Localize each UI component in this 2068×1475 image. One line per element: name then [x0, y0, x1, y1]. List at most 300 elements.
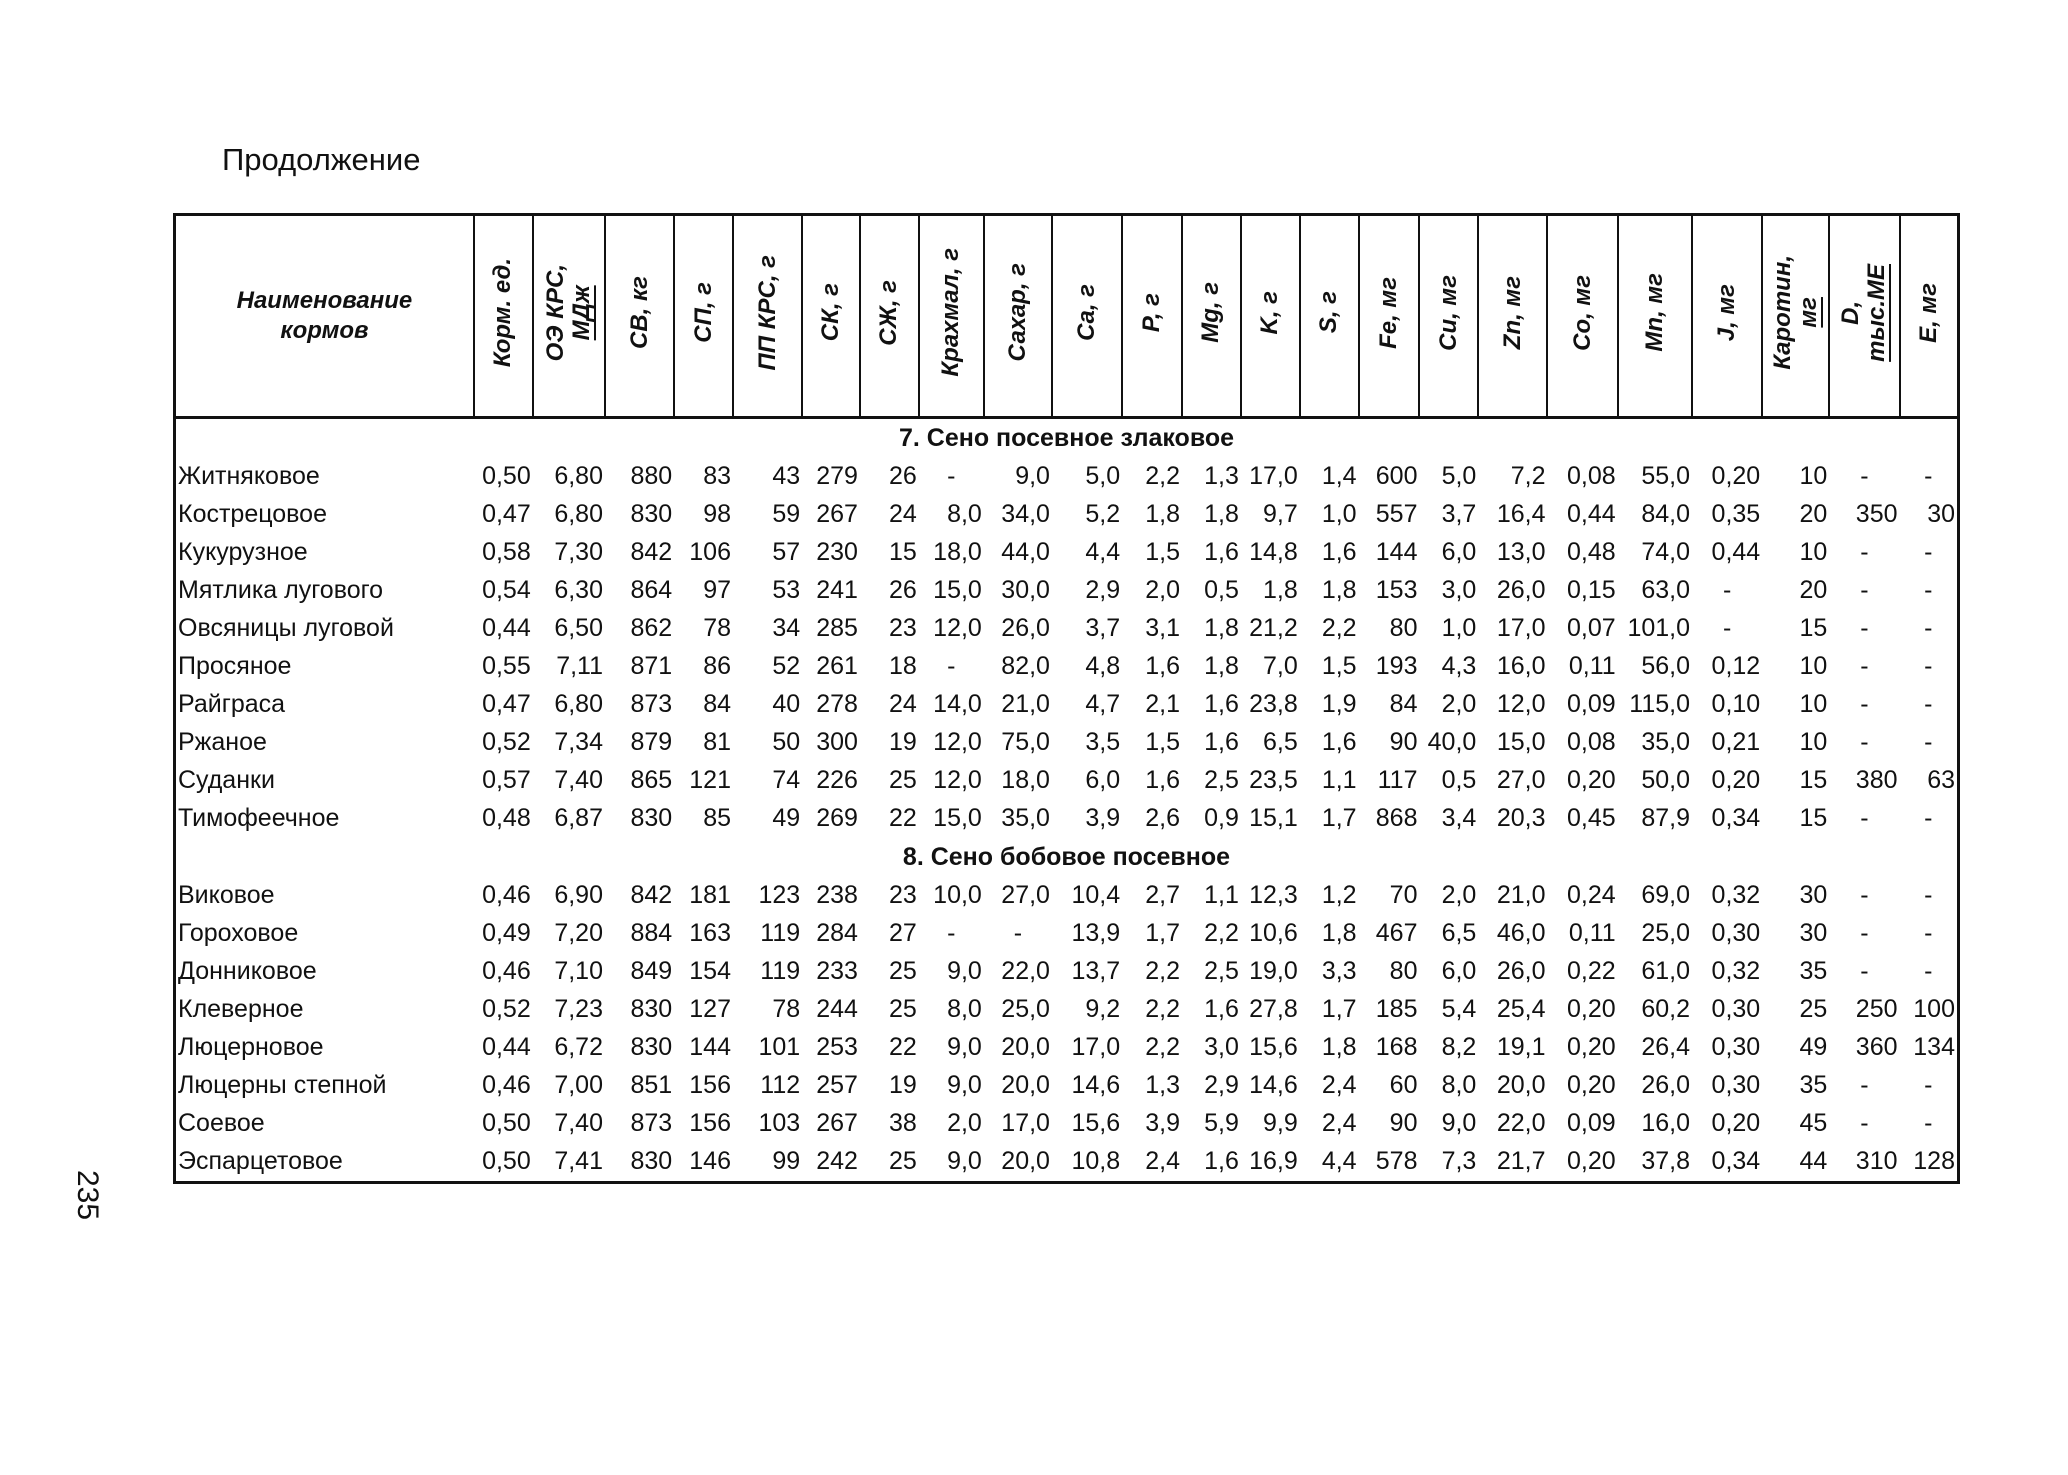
value-cell: 230 [816, 537, 858, 566]
feed-name-cell: Гороховое [178, 918, 299, 947]
value-cell: 830 [630, 994, 673, 1023]
feed-name-cell: Виковое [178, 880, 275, 909]
value-cell: 103 [758, 1109, 801, 1138]
value-cell: 115,0 [1629, 690, 1691, 719]
feed-name-cell: Эспарцетовое [178, 1147, 343, 1176]
value-cell: 25 [889, 1147, 917, 1176]
value-cell: 868 [1375, 804, 1418, 833]
value-cell: 12,0 [933, 728, 982, 757]
column-header-line: Ca, г [1073, 284, 1101, 341]
value-cell: 284 [816, 918, 858, 947]
value-cell: 0,11 [1568, 918, 1616, 947]
value-cell: 63 [1927, 766, 1955, 795]
column-header [1900, 215, 1959, 418]
value-cell: 7,41 [554, 1147, 603, 1176]
value-cell: 24 [889, 690, 917, 719]
value-cell: 17,0 [1496, 614, 1546, 643]
value-cell: - [1924, 956, 1933, 985]
value-cell: 6,30 [554, 575, 603, 604]
value-cell: 0,52 [482, 728, 531, 757]
column-header-line: E, мг [1914, 282, 1942, 343]
feed-name-cell: Просяное [178, 652, 292, 681]
section-title: 7. Сено посевное злаковое [898, 423, 1235, 452]
value-cell: 6,80 [554, 461, 603, 490]
value-cell: 20,3 [1496, 804, 1546, 833]
value-cell: 0,47 [482, 690, 531, 719]
column-header-line: J, мг [1713, 283, 1741, 342]
value-cell: 16,9 [1249, 1147, 1298, 1176]
value-cell: 0,34 [1711, 1147, 1761, 1176]
value-cell: 19,1 [1496, 1033, 1546, 1062]
value-cell: 849 [630, 956, 673, 985]
value-cell: 233 [816, 956, 858, 985]
column-header-label [691, 282, 717, 343]
value-cell: 862 [630, 614, 673, 643]
value-cell: 2,0 [947, 1109, 982, 1138]
value-cell: 2,4 [1145, 1147, 1181, 1176]
value-cell: 2,2 [1321, 614, 1357, 643]
section-title: 8. Сено бобовое посевное [902, 842, 1231, 871]
header-feed-name-line2: кормов [280, 317, 369, 344]
value-cell: 153 [1375, 575, 1418, 604]
value-cell: 8,0 [947, 994, 982, 1023]
table-row [175, 571, 1959, 609]
value-cell: 880 [630, 461, 673, 490]
value-cell: 46,0 [1496, 918, 1546, 947]
value-cell: 0,44 [482, 614, 531, 643]
column-header [733, 215, 802, 418]
value-cell: 0,20 [1567, 994, 1616, 1023]
table-row [175, 686, 1959, 724]
column-header [919, 215, 984, 418]
value-cell: - [1924, 918, 1933, 947]
table-body [175, 418, 1959, 1183]
value-cell: 14,6 [1249, 1071, 1298, 1100]
value-cell: 20,0 [1496, 1071, 1546, 1100]
value-cell: 25 [889, 994, 917, 1023]
value-cell: 0,45 [1567, 804, 1616, 833]
value-cell: 26 [889, 575, 917, 604]
value-cell: 250 [1855, 994, 1898, 1023]
value-cell: 0,30 [1711, 1071, 1761, 1100]
table-row [175, 1067, 1959, 1105]
value-cell: 1,6 [1145, 652, 1181, 681]
column-header-line: ОЭ КРС, [541, 263, 569, 362]
value-cell: 7,11 [556, 652, 603, 681]
value-cell: 101,0 [1627, 614, 1691, 643]
value-cell: 49 [1799, 1033, 1828, 1062]
value-cell: 1,6 [1204, 537, 1239, 566]
value-cell: 0,20 [1567, 1147, 1616, 1176]
value-cell: 2,4 [1321, 1071, 1357, 1100]
value-cell: 0,10 [1711, 690, 1761, 719]
value-cell: 830 [630, 1147, 673, 1176]
section-row [175, 838, 1959, 876]
value-cell: 1,6 [1204, 728, 1239, 757]
value-cell: 156 [689, 1071, 731, 1100]
value-cell: 15,6 [1249, 1033, 1298, 1062]
value-cell: 19 [889, 1071, 917, 1100]
value-cell: 2,9 [1085, 575, 1121, 604]
value-cell: 78 [772, 994, 801, 1023]
value-cell: 842 [630, 880, 673, 909]
feed-name-cell: Кострецовое [178, 499, 327, 528]
column-header-line: ПП КРС, г [753, 254, 781, 371]
value-cell: 154 [689, 956, 731, 985]
value-cell: 0,49 [482, 918, 531, 947]
value-cell: 10,6 [1249, 918, 1298, 947]
value-cell: 1,1 [1204, 880, 1239, 909]
value-cell: 6,0 [1441, 956, 1477, 985]
table-row [175, 609, 1959, 647]
value-cell: 0,08 [1567, 461, 1616, 490]
value-cell: - [1924, 575, 1933, 604]
value-cell: 871 [630, 652, 673, 681]
value-cell: 19 [889, 728, 917, 757]
column-header-label [1074, 284, 1100, 341]
value-cell: 0,44 [1567, 499, 1616, 528]
value-cell: 0,54 [482, 575, 531, 604]
page-number: 235 [71, 1170, 104, 1221]
value-cell: - [1860, 918, 1869, 947]
value-cell: 156 [689, 1109, 731, 1138]
value-cell: 13,9 [1071, 918, 1121, 947]
column-header-line: СК, г [817, 283, 845, 342]
value-cell: 0,46 [482, 1071, 531, 1100]
value-cell: 0,20 [1711, 766, 1761, 795]
value-cell: 1,9 [1321, 690, 1357, 719]
value-cell: 0,11 [1568, 652, 1616, 681]
value-cell: 15 [1799, 766, 1828, 795]
value-cell: 0,32 [1711, 956, 1761, 985]
value-cell: 2,2 [1145, 956, 1181, 985]
value-cell: 50,0 [1641, 766, 1691, 795]
value-cell: 830 [630, 804, 673, 833]
value-cell: 1,3 [1204, 461, 1239, 490]
value-cell: 0,09 [1567, 1109, 1616, 1138]
value-cell: 310 [1855, 1147, 1898, 1176]
value-cell: 0,52 [482, 994, 531, 1023]
column-header-line: Сахар, г [1003, 263, 1031, 362]
value-cell: 10,0 [933, 880, 982, 909]
value-cell: 13,0 [1496, 537, 1546, 566]
column-header-line: Zn, мг [1498, 275, 1526, 350]
value-cell: 7,40 [554, 766, 603, 795]
value-cell: - [1860, 690, 1869, 719]
feed-name-cell: Овсяницы луговой [178, 614, 394, 643]
table-row [175, 800, 1959, 838]
value-cell: 17,0 [1071, 1033, 1121, 1062]
page-caption: Продолжение [222, 142, 421, 177]
value-cell: - [1860, 461, 1869, 490]
table-row [175, 648, 1959, 686]
value-cell: 873 [630, 690, 673, 719]
value-cell: 20 [1799, 499, 1828, 528]
feed-name-cell: Суданки [178, 766, 275, 795]
value-cell: 60,2 [1641, 994, 1691, 1023]
value-cell: 7,10 [554, 956, 603, 985]
column-header-line: S, г [1315, 291, 1343, 334]
value-cell: 10,4 [1071, 880, 1121, 909]
value-cell: 0,46 [482, 956, 531, 985]
value-cell: 6,0 [1441, 537, 1477, 566]
value-cell: 6,5 [1262, 728, 1298, 757]
value-cell: 257 [816, 1071, 858, 1100]
value-cell: 56,0 [1641, 652, 1691, 681]
value-cell: - [1924, 804, 1933, 833]
value-cell: 279 [816, 461, 858, 490]
value-cell: 97 [703, 575, 731, 604]
value-cell: 4,8 [1085, 652, 1121, 681]
value-cell: 57 [772, 537, 801, 566]
value-cell: 34 [772, 614, 801, 643]
column-header-line: тыс.МЕ [1863, 263, 1891, 362]
value-cell: 1,8 [1321, 918, 1357, 947]
value-cell: - [1013, 918, 1023, 947]
value-cell: 1,0 [1441, 614, 1477, 643]
value-cell: 253 [816, 1033, 858, 1062]
value-cell: 50 [772, 728, 801, 757]
value-cell: 1,0 [1321, 499, 1357, 528]
column-header-line: МДж [567, 285, 595, 340]
value-cell: 90 [1389, 1109, 1418, 1138]
value-cell: 15 [1799, 614, 1828, 643]
value-cell: 8,0 [1441, 1071, 1477, 1100]
value-cell: 830 [630, 499, 673, 528]
value-cell: 16,0 [1496, 652, 1546, 681]
value-cell: 4,4 [1321, 1147, 1357, 1176]
column-header-line: P, г [1138, 292, 1166, 333]
column-header [1052, 215, 1122, 418]
feed-name-cell: Люцерновое [178, 1033, 324, 1062]
value-cell: 0,20 [1567, 1071, 1616, 1100]
value-cell: - [1860, 1109, 1869, 1138]
value-cell: 84 [703, 690, 731, 719]
value-cell: 360 [1855, 1033, 1898, 1062]
value-cell: 0,50 [482, 1147, 531, 1176]
column-header-line: Каротин, [1768, 255, 1796, 370]
column-header-label [1916, 283, 1942, 343]
value-cell: 3,0 [1441, 575, 1477, 604]
value-cell: 0,44 [1711, 537, 1761, 566]
value-cell: 121 [689, 766, 731, 795]
value-cell: 242 [816, 1147, 858, 1176]
value-cell: - [947, 461, 956, 490]
column-header-label [1570, 275, 1596, 351]
value-cell: 15,1 [1249, 804, 1298, 833]
value-cell: 40 [772, 690, 801, 719]
column-header [1300, 215, 1359, 418]
value-cell: 6,0 [1085, 766, 1121, 795]
value-cell: 269 [816, 804, 858, 833]
value-cell: 5,0 [1441, 461, 1477, 490]
column-header-label [1005, 263, 1031, 361]
value-cell: 25 [1799, 994, 1828, 1023]
value-cell: 6,80 [554, 499, 603, 528]
value-cell: - [1860, 614, 1869, 643]
value-cell: 13,7 [1071, 956, 1121, 985]
column-header-label [1714, 284, 1740, 341]
value-cell: 9,0 [1441, 1109, 1477, 1138]
value-cell: 35 [1799, 1071, 1828, 1100]
value-cell: 2,1 [1145, 690, 1181, 719]
value-cell: 0,15 [1567, 575, 1616, 604]
value-cell: - [1924, 614, 1933, 643]
value-cell: 30 [1799, 918, 1828, 947]
value-cell: 99 [772, 1147, 801, 1176]
value-cell: - [1860, 1071, 1869, 1100]
column-header-label [1198, 282, 1224, 343]
value-cell: 0,48 [482, 804, 531, 833]
value-cell: 1,5 [1321, 652, 1357, 681]
value-cell: 12,0 [1496, 690, 1546, 719]
value-cell: 600 [1375, 461, 1418, 490]
value-cell: 19,0 [1249, 956, 1298, 985]
column-header-label [490, 258, 516, 367]
table-row [175, 952, 1959, 990]
column-header-line: K, г [1256, 290, 1284, 335]
value-cell: 2,4 [1321, 1109, 1357, 1138]
feed-name-cell: Райграса [178, 690, 286, 719]
value-cell: 84,0 [1641, 499, 1691, 528]
value-cell: 0,30 [1711, 994, 1761, 1023]
value-cell: 87,9 [1641, 804, 1691, 833]
value-cell: 9,0 [947, 1071, 982, 1100]
value-cell: 74,0 [1641, 537, 1691, 566]
column-header-line: СП, г [689, 282, 717, 343]
feed-name-cell: Клеверное [178, 994, 304, 1023]
value-cell: 43 [772, 461, 801, 490]
value-cell: 69,0 [1641, 880, 1691, 909]
column-header-label [1257, 291, 1283, 334]
value-cell: 1,8 [1145, 499, 1181, 528]
value-cell: 9,0 [1015, 461, 1050, 490]
value-cell: 0,21 [1711, 728, 1761, 757]
column-header [1122, 215, 1182, 418]
value-cell: 0,46 [482, 880, 531, 909]
value-cell: 5,9 [1204, 1109, 1239, 1138]
value-cell: 3,4 [1441, 804, 1477, 833]
value-cell: 2,5 [1204, 956, 1239, 985]
value-cell: - [1924, 1109, 1933, 1138]
value-cell: 21,0 [1496, 880, 1546, 909]
value-cell: 1,8 [1204, 614, 1239, 643]
value-cell: 27 [889, 918, 917, 947]
value-cell: 0,20 [1567, 766, 1616, 795]
value-cell: 7,40 [554, 1109, 603, 1138]
value-cell: 9,9 [1262, 1109, 1298, 1138]
value-cell: 30 [1927, 499, 1955, 528]
value-cell: 25 [889, 766, 917, 795]
value-cell: 0,12 [1711, 652, 1761, 681]
value-cell: 18 [889, 652, 917, 681]
value-cell: 146 [689, 1147, 731, 1176]
value-cell: 23 [889, 614, 917, 643]
value-cell: 168 [1375, 1033, 1418, 1062]
value-cell: 100 [1913, 994, 1955, 1023]
feed-name-cell: Люцерны степной [178, 1071, 387, 1100]
column-header [802, 215, 860, 418]
value-cell: - [1860, 880, 1869, 909]
value-cell: 0,24 [1567, 880, 1616, 909]
value-cell: 12,0 [933, 614, 982, 643]
table-header-row [175, 215, 1959, 418]
value-cell: 15,0 [933, 804, 982, 833]
value-cell: 0,22 [1567, 956, 1616, 985]
header-feed-name [175, 215, 474, 418]
value-cell: 0,35 [1711, 499, 1761, 528]
value-cell: 185 [1375, 994, 1418, 1023]
column-header-line: Корм. ед. [489, 257, 517, 368]
value-cell: 350 [1855, 499, 1898, 528]
column-header-label [755, 255, 781, 370]
column-header-line: Fe, мг [1375, 276, 1403, 349]
value-cell: 1,7 [1145, 918, 1181, 947]
value-cell: - [1924, 728, 1933, 757]
value-cell: 23,5 [1249, 766, 1298, 795]
column-header-label [1376, 277, 1402, 349]
value-cell: 226 [816, 766, 858, 795]
column-header-label [938, 248, 964, 377]
header-feed-name-line1: Наименование [236, 287, 413, 314]
feed-name-cell: Кукурузное [178, 537, 308, 566]
value-cell: 1,8 [1321, 1033, 1357, 1062]
value-cell: 34,0 [1001, 499, 1050, 528]
value-cell: 0,5 [1204, 575, 1239, 604]
value-cell: 7,3 [1441, 1147, 1477, 1176]
value-cell: 74 [772, 766, 801, 795]
value-cell: - [1924, 461, 1933, 490]
value-cell: 1,3 [1145, 1071, 1181, 1100]
value-cell: 14,0 [933, 690, 982, 719]
value-cell: 5,2 [1085, 499, 1121, 528]
value-cell: 26,0 [1496, 956, 1546, 985]
value-cell: 106 [689, 537, 731, 566]
value-cell: 0,08 [1567, 728, 1616, 757]
column-header-label [876, 280, 902, 346]
column-header [1359, 215, 1420, 418]
table-row [175, 990, 1959, 1028]
value-cell: - [1860, 728, 1869, 757]
value-cell: 865 [630, 766, 673, 795]
value-cell: 6,50 [554, 614, 603, 643]
value-cell: 1,6 [1145, 766, 1181, 795]
value-cell: 21,2 [1249, 614, 1298, 643]
value-cell: 15,6 [1071, 1109, 1121, 1138]
feed-name-cell: Соевое [178, 1109, 265, 1138]
section-row [175, 418, 1959, 458]
feed-composition-table [173, 213, 1960, 1184]
value-cell: 0,20 [1711, 461, 1761, 490]
value-cell: 26,4 [1641, 1033, 1691, 1062]
value-cell: 1,7 [1321, 994, 1357, 1023]
feed-name-cell: Ржаное [178, 728, 267, 757]
value-cell: 9,0 [947, 1033, 982, 1062]
table-row [175, 914, 1959, 952]
value-cell: 1,8 [1204, 499, 1239, 528]
value-cell: 10 [1799, 461, 1828, 490]
column-header-label [1139, 293, 1165, 332]
value-cell: 879 [630, 728, 673, 757]
value-cell: 35 [1799, 956, 1828, 985]
column-header [1829, 215, 1899, 418]
value-cell: 1,6 [1204, 994, 1239, 1023]
value-cell: 10 [1799, 690, 1828, 719]
value-cell: 7,0 [1262, 652, 1298, 681]
column-header-label [1500, 276, 1526, 349]
value-cell: 134 [1913, 1033, 1955, 1062]
column-header-label [1436, 275, 1462, 351]
